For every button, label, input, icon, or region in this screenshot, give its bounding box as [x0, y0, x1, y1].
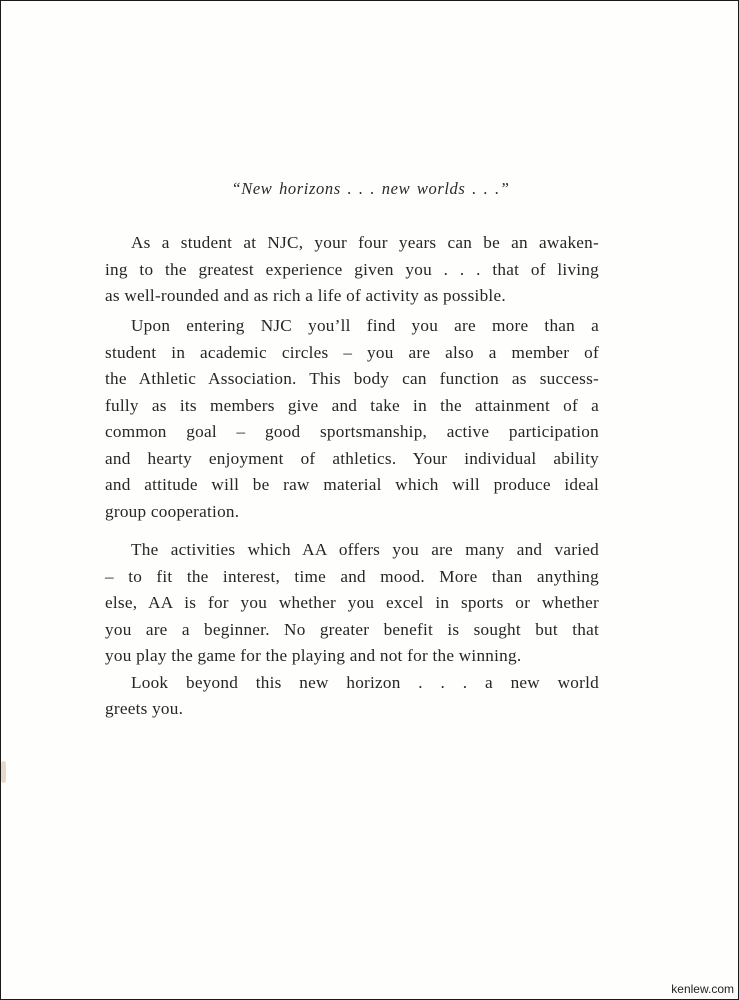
text-line: The activities which AA offers you are many and varied	[131, 540, 599, 559]
page-smudge	[1, 761, 6, 783]
text-line: – to fit the interest, time and mood. More than anything	[105, 566, 599, 586]
text-line: as well-rounded and as rich a life of activity as possible.	[105, 286, 506, 305]
text-line: else, AA is for you whether you excel in sports or whether	[105, 593, 599, 612]
text-line: and attitude will be raw material which will produce ideal	[105, 475, 599, 494]
watermark: kenlew.com	[671, 982, 734, 996]
text-line: ing to the greatest experience given you . . . that of living	[105, 259, 599, 279]
text-line: group cooperation.	[105, 501, 240, 521]
text-line: fully as its members give and take in the attainment of a	[105, 395, 599, 415]
text-line: common goal – good sportsmanship, active participation	[105, 422, 599, 441]
headline-quote: “New horizons . . . new worlds . . .”	[231, 179, 510, 198]
paragraph-1	[105, 230, 599, 310]
text-line: you are a beginner. No greater benefit is sought but that	[105, 619, 599, 639]
text-line: Look beyond this new horizon . . . a new world	[131, 672, 599, 692]
text-line: and hearty enjoyment of athletics. Your individual ability	[105, 448, 599, 468]
paragraph-2	[105, 313, 599, 525]
text-line: greets you.	[105, 699, 184, 718]
paragraph-3	[105, 537, 599, 723]
text-line: As a student at NJC, your four years can be an awaken-	[131, 233, 599, 252]
text-line: Upon entering NJC you’ll find you are more than a	[131, 316, 599, 335]
text-line: student in academic circles – you are also a member of	[105, 342, 599, 362]
text-line: you play the game for the playing and not for the winning.	[105, 646, 522, 665]
text-line: the Athletic Association. This body can function as success-	[105, 369, 599, 388]
